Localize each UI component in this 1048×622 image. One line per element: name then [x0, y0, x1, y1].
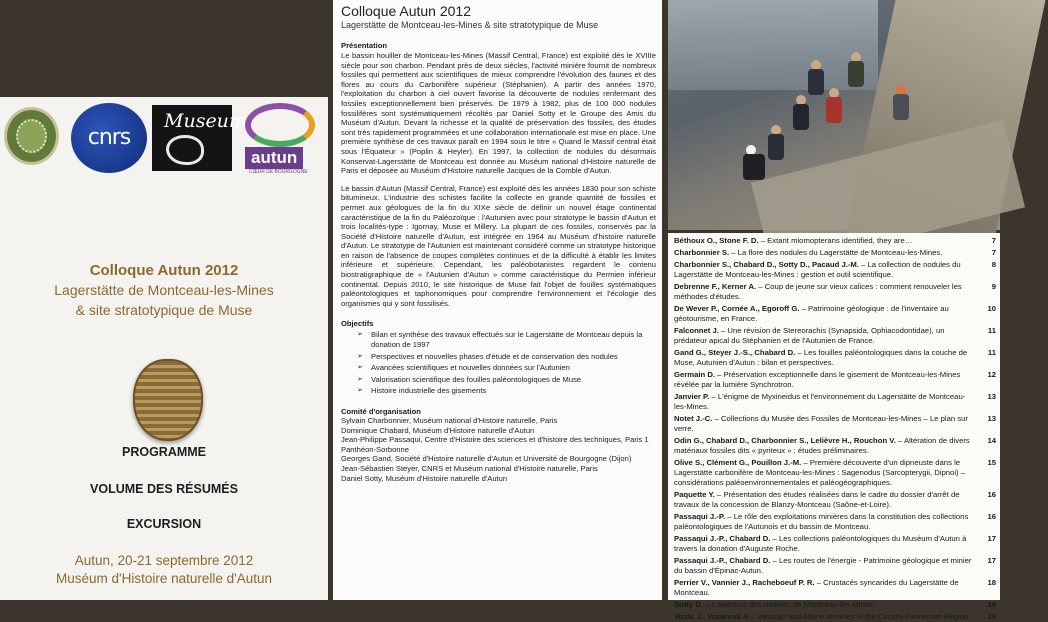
cnrs-logo-text: cnrs: [87, 125, 131, 150]
presentation-paragraph-1: Le bassin houiller de Montceau-les-Mines (Massif Central, France) est exploité dès le XVIIIe siècle pour son charbon. Pendant près de deux siècles, l'activité minière fournit de nombreux fossiles qui permettent aux scientifiques de mieux comprendre l'évolution des faunes et des flores au cours du Carbonifère supérieur (Stéphanien). A partir des années 1970, l'exploitation du charbon à ciel ouvert favorise la découverte de nodules renfermant des fossiles exceptionnellement bien préservés. De 1979 à 1982, plus de 100 000 nodules fossilifères sont systématiquement récoltés par Daniel Sotty et le Groupe des Amis du Muséum d'Autun. Devant la richesse et la qualité de préservation des fossiles, des études sont très rapidement programmées et une collaboration internationale est mise en place. Une première synthèse de ces travaux paraît en 1994 sous le titre « Quand le Massif central était sous l'Équateur » (Poplin & Heyler). En 1997, la collection de nodules du désormais Konservat-Lagerstätte de Montceau est donnée au Muséum national d'Histoire naturelle de Paris et déposée au Muséum d'Histoire naturelle Jacques de la Comble d'Autun.: [341, 51, 656, 176]
toc-entry-text: [674, 260, 982, 280]
toc-entry-text: [674, 490, 982, 510]
toc-title: Collections du Musée des Fossiles de Montceau-les-Mines – Le plan sur verre.: [674, 414, 968, 433]
objective-item: [341, 330, 656, 349]
cover-item-programme: PROGRAMME: [121, 445, 207, 459]
page-subtitle: Lagerstätte de Montceau-les-Mines & site stratotypique de Muse: [341, 20, 599, 30]
objective-item: [341, 375, 656, 385]
cover-subtitle-line2: & site stratotypique de Muse: [75, 302, 253, 318]
toc-entry: [674, 490, 996, 510]
toc-page-number: 9: [991, 282, 996, 291]
ammonite-icon: [166, 135, 204, 165]
table-of-contents: [668, 233, 1000, 621]
presentation-page: [333, 0, 662, 600]
autun-logo: [239, 101, 325, 177]
toc-entry-text: [674, 236, 982, 246]
toc-authors: Passaqui J.-P.: [674, 512, 726, 521]
toc-entry-text: [674, 348, 982, 368]
toc-entry-text: [674, 248, 982, 258]
toc-entry-text: [674, 534, 982, 554]
toc-entry: [674, 436, 996, 456]
objective-text: Perspectives et nouvelles phases d'étude et de conservation des nodules: [371, 351, 618, 361]
toc-separator: –: [795, 348, 804, 357]
objective-item: [341, 352, 656, 362]
toc-page-number: 12: [987, 370, 996, 379]
toc-entry: [674, 578, 996, 598]
toc-entry: [674, 370, 996, 390]
toc-title: La flore des nodules du Lagerstätte de Montceau-les-Mines.: [737, 248, 943, 257]
committee-member: Georges Gand, Société d'Histoire naturelle d'Autun et Université de Bourgogne (Dijon): [341, 454, 632, 464]
toc-authors: Béthoux O., Stone F. D.: [674, 236, 759, 245]
toc-authors: Perrier V., Vannier J., Racheboeuf P. R.: [674, 578, 815, 587]
toc-page-number: 11: [987, 348, 996, 357]
toc-title: Coup de jeune sur vieux calices : comment renouveler les méthodes d'études.: [674, 282, 962, 301]
toc-separator: –: [770, 534, 779, 543]
objective-text: Valorisation scientifique des fouilles paléontologiques de Muse: [371, 374, 582, 384]
toc-authors: Sotty D.: [674, 600, 704, 609]
presentation-heading: Présentation: [341, 41, 387, 50]
toc-page-number: 18: [987, 578, 996, 587]
toc-separator: –: [814, 578, 824, 587]
toc-separator: –: [770, 556, 779, 565]
cover-venue: Muséum d'Histoire naturelle d'Autun: [55, 571, 272, 586]
toc-title: Présentation des études réalisées dans le cadre du dossier d'arrêt de travaux de la concession de Blanzy-Montceau (Saône-et-Loire).: [674, 490, 960, 509]
toc-authors: Olive S., Clément G., Pouillon J.-M.: [674, 458, 802, 467]
toc-page-number: 16: [987, 490, 996, 499]
objectives-heading: Objectifs: [341, 319, 374, 329]
toc-page-number: 13: [987, 414, 996, 423]
toc-page-number: 13: [987, 392, 996, 401]
toc-separator: –: [715, 370, 724, 379]
toc-entry-text: [674, 600, 982, 610]
toc-entry: [674, 282, 996, 302]
toc-authors: Germain D.: [674, 370, 716, 379]
toc-title: Le rôle des exploitations minières dans la constitution des collections paléontologiques de l'Autunois et du bassin de Montceau.: [674, 512, 969, 531]
toc-entry-text: [674, 612, 982, 622]
toc-entry: [674, 600, 996, 610]
page-title: Colloque Autun 2012: [341, 3, 471, 19]
toc-separator: –: [718, 326, 728, 335]
toc-separator: –: [712, 414, 721, 423]
toc-entry-text: [674, 282, 982, 302]
toc-entry-text: [674, 392, 982, 412]
society-seal-logo: [4, 107, 59, 165]
toc-separator: –: [748, 612, 757, 621]
toc-title: Les fouilles paléontologiques dans la couche de Muse, Autunien d'Autun : bilan et perspectives.: [674, 348, 968, 367]
toc-title: L'aventure des nodules de Montceau-les-Mines.: [711, 600, 876, 609]
cover-item-excursion: EXCURSION: [126, 517, 202, 531]
flooded-pit: [668, 0, 878, 90]
arrow-bullet-icon: ➢: [357, 331, 363, 339]
toc-entry-text: [674, 304, 982, 324]
toc-title: Préservation exceptionnelle dans le gisement de Montceau-les-Mines révélée par la lumière Synchrotron.: [674, 370, 961, 389]
cover-subtitle-line1: Lagerstätte de Montceau-les-Mines: [54, 282, 274, 298]
presentation-paragraph-2: Le bassin d'Autun (Massif Central, France) est exploité dès les années 1830 pour son schiste bitumineux. L'industrie des schistes facilite la collecte en grande quantité de fossiles et permet aux géologues de la fin du XIXe siècle de définir un nouvel étage continental caractéristique de la fin du Paléozoïque : l'Autunien avec pour stratotype le bassin d'Autun et trois localités-type : Igornay, Muse et Millery. La plupart de ces fossiles, conservés par la Société d'Histoire naturelle d'Autun, est intégrée en 1964 au Muséum d'histoire naturelle d'Autun. Le stratotype de l'Autunien est maintenant considéré comme un stratotype historique en raison de l'absence de coupes complètes continues et de la difficulté à établir les limites inférieure et supérieure. Cependant, les paléobotanistes regardent le contenu biostratigraphique de « l'Autunien d'Autun » comme caractéristique du Permien inférieur continental. Depuis 2010, le site historique de Muse fait l'objet de fouilles systématiques paléontologiques et taphonomiques pour comprendre l'environnement et l'écologie des organismes qui y sont fossilisés.: [341, 183, 656, 308]
autun-logo-text: autun: [245, 147, 303, 169]
toc-entry-text: [674, 556, 982, 576]
arrow-bullet-icon: ➢: [357, 352, 363, 360]
toc-separator: –: [758, 236, 768, 245]
toc-title: Patrimoine géologique : de l'inventaire au géotourisme, en France.: [674, 304, 949, 323]
fossil-nodule-image: [133, 359, 203, 441]
arrow-bullet-icon: ➢: [357, 387, 363, 395]
toc-title: La collection de nodules du Lagerstätte de Montceau-les-Mines : gestion et outil scientifique.: [674, 260, 961, 279]
toc-page-number: 11: [987, 326, 996, 335]
arrow-bullet-icon: ➢: [357, 364, 363, 372]
toc-title: Variscan and Alpine terranes of the Circum-Pannonian Region: [756, 612, 969, 621]
museum-logo-text: Museum: [164, 110, 247, 132]
toc-separator: –: [729, 248, 738, 257]
toc-entry: [674, 556, 996, 576]
toc-entry: [674, 612, 996, 622]
toc-page-number: 15: [987, 458, 996, 467]
toc-authors: De Wever P., Cornée A., Egoroff G.: [674, 304, 800, 313]
toc-page-number: 7: [991, 236, 996, 245]
toc-separator: –: [709, 392, 718, 401]
committee-member: Jean-Philippe Passaqui, Centre d'Histoire des sciences et d'histoire des techniques, Paris 1 Panthéon-Sorbonne: [341, 435, 649, 454]
autun-logo-tagline: CŒUR DE BOURGOGNE: [249, 169, 308, 175]
toc-authors: Gand G., Steyer J.-S., Chabard D.: [674, 348, 796, 357]
excavation-photo: [668, 0, 1000, 230]
committee-member: Jean-Sébastien Steyer, CNRS et Muséum national d'Histoire naturelle, Paris: [341, 463, 598, 473]
toc-page-number: 16: [987, 512, 996, 521]
committee-member: Dominique Chabard, Muséum d'Histoire naturelle d'Autun: [341, 425, 535, 435]
toc-page-number: 17: [987, 556, 996, 565]
objective-text: Avancées scientifiques et nouvelles données sur l'Autunien: [371, 363, 570, 373]
arrow-bullet-icon: ➢: [357, 375, 363, 383]
toc-authors: Falconnet J.: [674, 326, 719, 335]
committee-heading: Comité d'organisation: [341, 407, 421, 416]
toc-entry-text: [674, 370, 982, 390]
toc-entry-text: [674, 578, 982, 598]
toc-entry-text: [674, 414, 982, 434]
toc-page-number: 19: [987, 612, 996, 621]
cover-title: Colloque Autun 2012: [89, 262, 239, 279]
toc-entry: [674, 534, 996, 554]
toc-page-number: 19: [987, 600, 996, 609]
toc-entry: [674, 348, 996, 368]
toc-separator: –: [703, 600, 712, 609]
objective-item: [341, 363, 656, 373]
toc-page-number: 10: [987, 304, 996, 313]
toc-entry: [674, 458, 996, 488]
toc-entry: [674, 512, 996, 532]
objective-item: [341, 386, 656, 396]
objective-text: Histoire industrielle des gisements: [371, 386, 487, 396]
toc-title: Crustacés syncarides du Lagerstätte de Montceau.: [674, 578, 959, 597]
toc-title: Les collections paléontologiques du Muséum d'Autun à travers la donation d'Auguste Roche.: [674, 534, 967, 553]
toc-entry: [674, 326, 996, 346]
toc-title: Une révision de Stereorachis (Synapsida, Ophiacodontidae), un prédateur apical du Stéphanien et de l'Autunien de France.: [674, 326, 945, 345]
swoosh-icon: [245, 103, 315, 147]
toc-separator: –: [858, 260, 868, 269]
toc-authors: Charbonnier S.: [674, 248, 730, 257]
toc-title: Extant miomopterans identified, they are…: [767, 236, 913, 245]
toc-separator: –: [801, 458, 810, 467]
museum-logo: [152, 105, 247, 171]
objectives-list: [341, 330, 656, 396]
toc-title: Première découverte d'un dipneuste dans le Lagerstätte carbonifère de Montceau-les-Mines : Sagenodus (Sarcopterygii, Dipnoi) – considérations paléoenvironnementales et paléogéographiques.: [674, 458, 965, 487]
toc-page-number: 14: [987, 436, 996, 445]
toc-authors: Passaqui J.-P., Chabard D.: [674, 534, 771, 543]
objective-text: Bilan et synthèse des travaux effectués sur le Lagerstätte de Montceau depuis la donation de 1997: [371, 330, 643, 350]
toc-authors: Passaqui J.-P., Chabard D.: [674, 556, 771, 565]
toc-title: L'énigme de Myxineidus et l'environnement du Lagerstätte de Montceau-les-Mines.: [674, 392, 966, 411]
toc-separator: –: [799, 304, 809, 313]
toc-separator: –: [756, 282, 765, 291]
toc-entry-text: [674, 436, 982, 456]
toc-authors: Vozár J., Vozárová A: [674, 612, 749, 621]
toc-entry: [674, 260, 996, 280]
cover-item-volume: VOLUME DES RÉSUMÉS: [90, 482, 238, 496]
brochure-cover: [0, 97, 328, 600]
toc-entry-text: [674, 458, 982, 488]
toc-page-number: 7: [991, 248, 996, 257]
toc-page-number: 17: [987, 534, 996, 543]
toc-authors: Notet J.-C.: [674, 414, 713, 423]
cnrs-logo: [71, 103, 147, 173]
toc-entry: [674, 392, 996, 412]
toc-entry: [674, 236, 996, 246]
toc-authors: Janvier P.: [674, 392, 710, 401]
toc-authors: Debrenne F., Kerner A.: [674, 282, 757, 291]
toc-title: Altération de divers matériaux fossiles dits « pyriteux » : études préliminaires.: [674, 436, 970, 455]
committee-member: Daniel Sotty, Muséum d'Histoire naturelle d'Autun: [341, 473, 508, 483]
toc-authors: Charbonnier S., Chabard D., Sotty D., Pacaud J.-M.: [674, 260, 859, 269]
committee-list: [341, 416, 656, 483]
committee-member: Sylvain Charbonnier, Muséum national d'Histoire naturelle, Paris: [341, 416, 558, 425]
toc-entry: [674, 248, 996, 258]
toc-title: Les routes de l'énergie - Patrimoine géologique et minier du bassin d'Épinac-Autun.: [674, 556, 972, 575]
toc-separator: –: [725, 512, 734, 521]
toc-entry: [674, 414, 996, 434]
toc-separator: –: [895, 436, 904, 445]
toc-entry-text: [674, 512, 982, 532]
cover-date-place: Autun, 20-21 septembre 2012: [74, 553, 254, 568]
toc-page-number: 8: [991, 260, 996, 269]
toc-authors: Odin G., Chabard D., Charbonnier S., Lelièvre H., Rouchon V.: [674, 436, 896, 445]
toc-entry-text: [674, 326, 982, 346]
toc-entry: [674, 304, 996, 324]
toc-separator: –: [714, 490, 724, 499]
toc-authors: Paquette Y.: [674, 490, 715, 499]
